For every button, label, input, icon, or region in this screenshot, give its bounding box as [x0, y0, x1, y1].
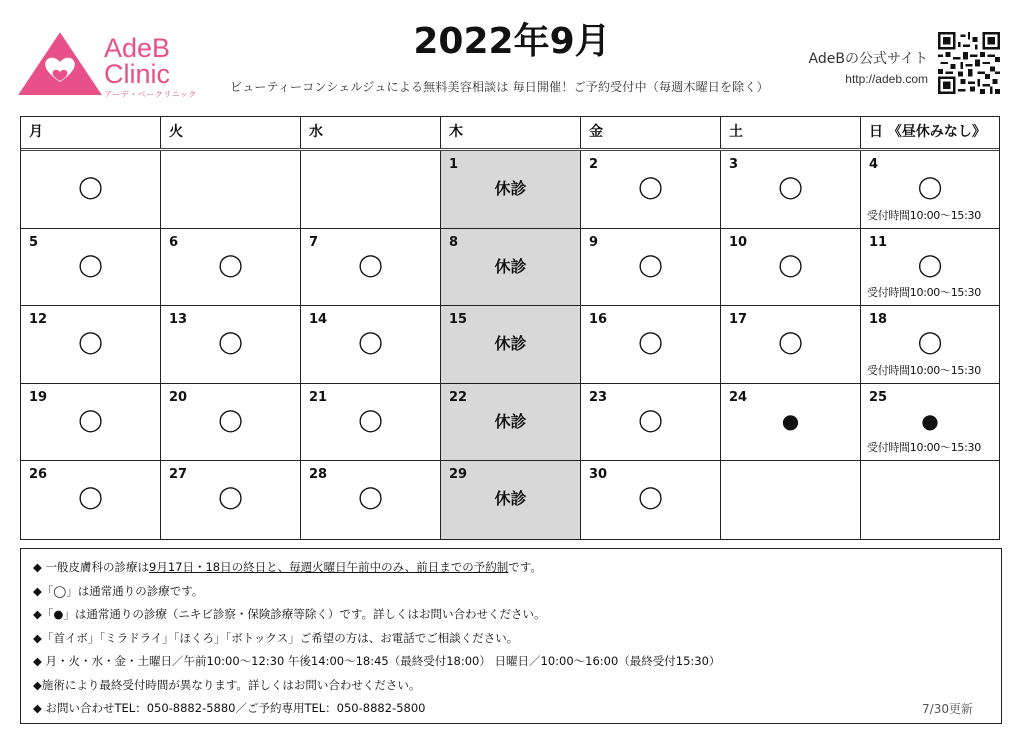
calendar-day-cell — [301, 229, 441, 307]
day-number: 25 — [869, 389, 888, 405]
calendar-day-cell — [581, 384, 721, 462]
calendar-day-cell — [441, 461, 581, 539]
open-circle-icon: ◯ — [778, 175, 803, 200]
calendar-day-cell — [441, 384, 581, 462]
open-circle-icon: ◯ — [638, 485, 663, 511]
calendar-day-cell — [441, 151, 581, 229]
open-circle-icon: ◯ — [78, 407, 103, 433]
day-number: 24 — [729, 389, 748, 405]
day-number: 27 — [169, 467, 188, 483]
day-number: 3 — [729, 157, 739, 172]
calendar-day-cell — [441, 306, 581, 384]
calendar-day-cell — [581, 461, 721, 539]
open-circle-icon: ◯ — [917, 252, 943, 278]
calendar-day-cell — [161, 384, 301, 462]
note-line1-suffix: です。 — [508, 560, 542, 574]
site-url-link[interactable]: http://adeb.com — [845, 72, 928, 86]
logo-brand-line2: Clinic — [104, 59, 171, 89]
weekday-wed: 水 — [301, 117, 441, 148]
note-line-open-symbol: ◆「◯」は通常通りの診療です。 — [33, 583, 204, 598]
official-site-info — [809, 50, 928, 88]
calendar-day-cell — [301, 151, 441, 229]
note-line-dot-symbol: ◆「●」は通常通りの診療（ニキビ診察・保険診療等除く）です。詳しくはお問い合わせください。 — [33, 607, 546, 621]
day-number: 10 — [729, 234, 748, 250]
calendar-day-cell — [21, 384, 161, 462]
open-circle-icon: ◯ — [638, 252, 663, 278]
calendar-day-cell — [861, 229, 999, 307]
open-circle-icon: ◯ — [917, 175, 943, 200]
open-circle-icon: ◯ — [358, 252, 383, 278]
day-number: 16 — [589, 312, 608, 328]
updated-date: 7/30更新 — [922, 702, 973, 716]
closed-label: 休診 — [494, 179, 527, 198]
day-number: 11 — [869, 234, 888, 250]
monthly-calendar — [20, 116, 1000, 540]
day-number: 7 — [309, 234, 319, 250]
weekday-mon: 月 — [21, 117, 161, 148]
day-number: 22 — [449, 389, 468, 405]
day-number: 17 — [729, 312, 748, 328]
day-number: 18 — [869, 312, 888, 328]
logo-kana: アーデ・ベークリニック — [104, 90, 197, 99]
open-circle-icon: ◯ — [218, 252, 243, 278]
reception-hours: 受付時間10:00～15:30 — [867, 441, 981, 455]
calendar-day-cell — [861, 151, 999, 229]
closed-label: 休診 — [494, 411, 527, 431]
calendar-day-cell — [161, 151, 301, 229]
calendar-day-cell — [861, 306, 999, 384]
calendar-days-grid — [21, 151, 999, 539]
open-circle-icon: ◯ — [218, 330, 243, 356]
note-line-treatment: ◆施術により最終受付時間が異なります。詳しくはお問い合わせください。 — [33, 677, 421, 692]
note-line-contact: ◆ お問い合わせTEL：050-8882-5880／ご予約専用TEL：050-8882-5800 — [33, 701, 426, 715]
open-circle-icon: ◯ — [78, 175, 103, 200]
notes-box — [20, 548, 1002, 724]
day-number: 15 — [449, 312, 468, 328]
open-circle-icon: ◯ — [218, 485, 243, 511]
closed-label: 休診 — [494, 256, 527, 276]
weekday-thu: 木 — [441, 117, 581, 148]
closed-label: 休診 — [494, 489, 527, 509]
note-line1-underlined: 9月17日・18日の終日と、毎週火曜日午前中のみ、前日までの予約制 — [149, 560, 509, 574]
day-number: 23 — [589, 389, 608, 405]
calendar-day-cell — [21, 306, 161, 384]
day-number: 19 — [29, 389, 48, 405]
weekday-tue: 火 — [161, 117, 301, 148]
day-number: 14 — [309, 312, 328, 328]
reception-hours: 受付時間10:00～15:30 — [867, 286, 981, 300]
calendar-day-cell — [721, 384, 861, 462]
open-circle-icon: ◯ — [358, 330, 383, 356]
calendar-day-cell — [581, 151, 721, 229]
calendar-day-cell — [301, 384, 441, 462]
open-circle-icon: ◯ — [78, 330, 103, 356]
open-circle-icon: ◯ — [638, 407, 663, 433]
page-title: 2022年9月 — [413, 21, 611, 62]
calendar-day-cell — [161, 461, 301, 539]
day-number: 28 — [309, 467, 328, 483]
day-number: 30 — [589, 467, 608, 483]
logo-brand-line1: AdeB — [104, 33, 171, 63]
filled-dot-icon: ● — [781, 408, 800, 433]
note-line-dermatology — [33, 556, 989, 580]
weekday-sat: 土 — [721, 117, 861, 148]
calendar-day-cell — [21, 229, 161, 307]
day-number: 9 — [589, 234, 599, 250]
calendar-day-cell — [441, 229, 581, 307]
calendar-day-cell — [581, 229, 721, 307]
day-number: 1 — [449, 157, 459, 172]
open-circle-icon: ◯ — [778, 252, 803, 278]
day-number: 2 — [589, 157, 599, 172]
weekday-fri: 金 — [581, 117, 721, 148]
qr-code-icon[interactable] — [938, 32, 1000, 94]
calendar-day-cell — [161, 306, 301, 384]
calendar-day-cell — [721, 151, 861, 229]
day-number: 4 — [869, 157, 879, 172]
calendar-day-cell — [161, 229, 301, 307]
day-number: 20 — [169, 389, 188, 405]
open-circle-icon: ◯ — [638, 330, 663, 356]
open-circle-icon: ◯ — [358, 407, 383, 433]
day-number: 12 — [29, 312, 48, 328]
calendar-day-cell — [21, 151, 161, 229]
open-circle-icon: ◯ — [358, 485, 383, 511]
calendar-day-cell — [861, 384, 999, 462]
note-line-hours: ◆ 月・火・水・金・土曜日／午前10:00～12:30 午後14:00～18:45（最終受付18:00） 日曜日／10:00～16:00（最終受付15:30） — [33, 654, 721, 668]
reception-hours: 受付時間10:00～15:30 — [867, 363, 981, 377]
calendar-day-cell — [21, 461, 161, 539]
day-number: 8 — [449, 234, 459, 250]
note-line-consultation: ◆「首イボ」「ミラドライ」「ほくろ」「ボトックス」ご希望の方は、お電話でご相談ください。 — [33, 630, 519, 645]
site-title: AdeBの公式サイト — [808, 51, 928, 67]
open-circle-icon: ◯ — [638, 175, 663, 200]
calendar-day-cell — [721, 306, 861, 384]
reception-hours: 受付時間10:00～15:30 — [867, 208, 981, 222]
closed-label: 休診 — [494, 334, 527, 354]
calendar-day-cell — [861, 461, 999, 539]
day-number: 26 — [29, 467, 48, 483]
day-number: 21 — [309, 389, 328, 405]
calendar-day-cell — [581, 306, 721, 384]
open-circle-icon: ◯ — [917, 330, 943, 356]
day-number: 5 — [29, 234, 39, 250]
calendar-day-cell — [721, 229, 861, 307]
open-circle-icon: ◯ — [78, 485, 103, 511]
calendar-day-cell — [721, 461, 861, 539]
open-circle-icon: ◯ — [218, 407, 243, 433]
open-circle-icon: ◯ — [778, 330, 803, 356]
calendar-day-cell — [301, 461, 441, 539]
day-number: 29 — [449, 467, 468, 483]
day-number: 13 — [169, 312, 188, 328]
filled-dot-icon: ● — [921, 408, 939, 433]
note-line1-prefix: ◆ 一般皮膚科の診療は — [33, 560, 149, 574]
calendar-day-cell — [301, 306, 441, 384]
calendar-weekday-header — [21, 117, 999, 151]
day-number: 6 — [169, 234, 179, 250]
weekday-sun: 日 《昼休みなし》 — [869, 124, 986, 140]
page-subtitle: ビューティーコンシェルジュによる無料美容相談は 毎日開催！ご予約受付中（毎週木曜日を除く） — [230, 80, 769, 94]
open-circle-icon: ◯ — [78, 252, 103, 278]
